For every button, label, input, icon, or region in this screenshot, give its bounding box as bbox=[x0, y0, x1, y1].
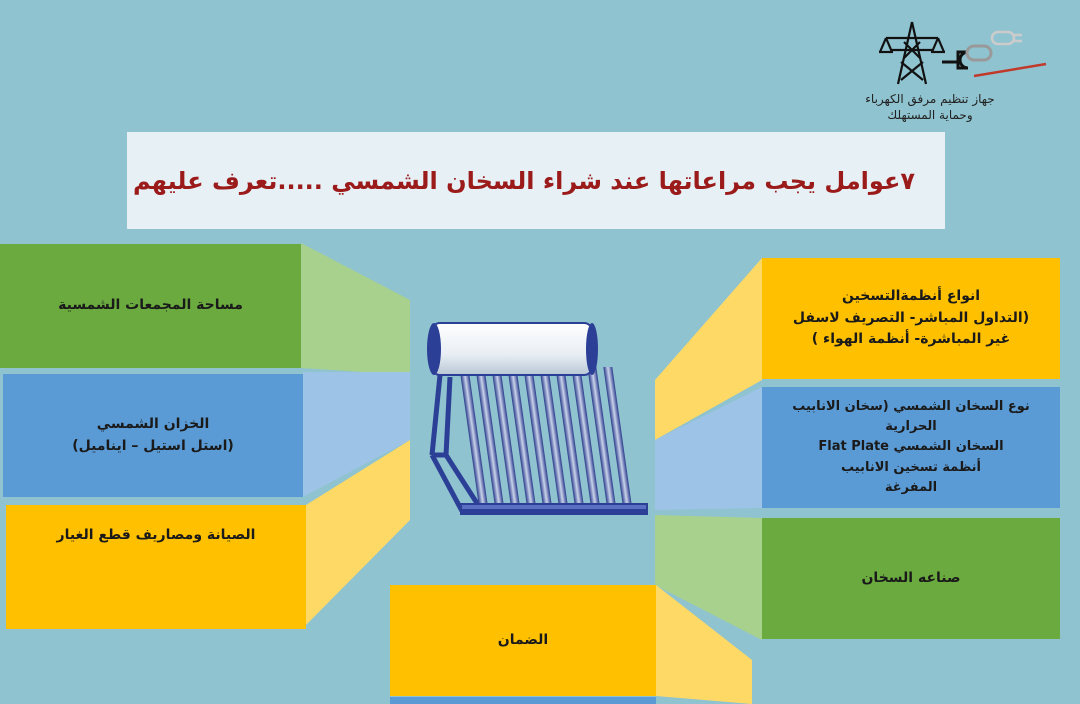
factor-bottom bbox=[390, 585, 656, 696]
factor-right-2 bbox=[762, 387, 1060, 508]
factor-right-1-text: انواع أنظمةالتسخين (التداول المباشر- التصريف لاسفل غير المباشرة- أنظمة الهواء ) bbox=[792, 287, 1030, 348]
factor-left-3-text: الصيانة ومصاريف قطع الغيار bbox=[56, 527, 256, 543]
factor-right-2-text: نوع السخان الشمسي (سخان الانابيب الحرارية السخان الشمسي Flat Plate أنظمة تسخين الانابيب المفرغة bbox=[792, 399, 1030, 495]
factor-left-2 bbox=[3, 374, 303, 497]
factor-right-1 bbox=[762, 258, 1060, 379]
logo-text: جهاز تنظيم مرفق الكهرباء وحماية المستهلك bbox=[865, 92, 995, 122]
factor-left-3 bbox=[6, 505, 306, 629]
factor-left-1-text: مساحة المجمعات الشمسية bbox=[58, 297, 243, 314]
factor-bottom-text: الضمان bbox=[497, 631, 549, 648]
factor-left-2-text: الخزان الشمسي (استل استيل – ايناميل) bbox=[72, 415, 234, 454]
power-tower-and-plug-icon bbox=[870, 18, 1050, 88]
factor-left-1 bbox=[0, 244, 301, 368]
factor-right-3 bbox=[762, 518, 1060, 639]
factor-right-3-text: صناعه السخان bbox=[861, 569, 961, 586]
title-band bbox=[127, 132, 945, 229]
bottom-strip bbox=[390, 697, 656, 704]
connector-left-1 bbox=[301, 243, 410, 375]
page-title: ٧عوامل يجب مراعاتها عند شراء السخان الشمسي .....تعرف عليهم bbox=[132, 166, 915, 195]
solar-water-heater-icon bbox=[422, 315, 662, 525]
